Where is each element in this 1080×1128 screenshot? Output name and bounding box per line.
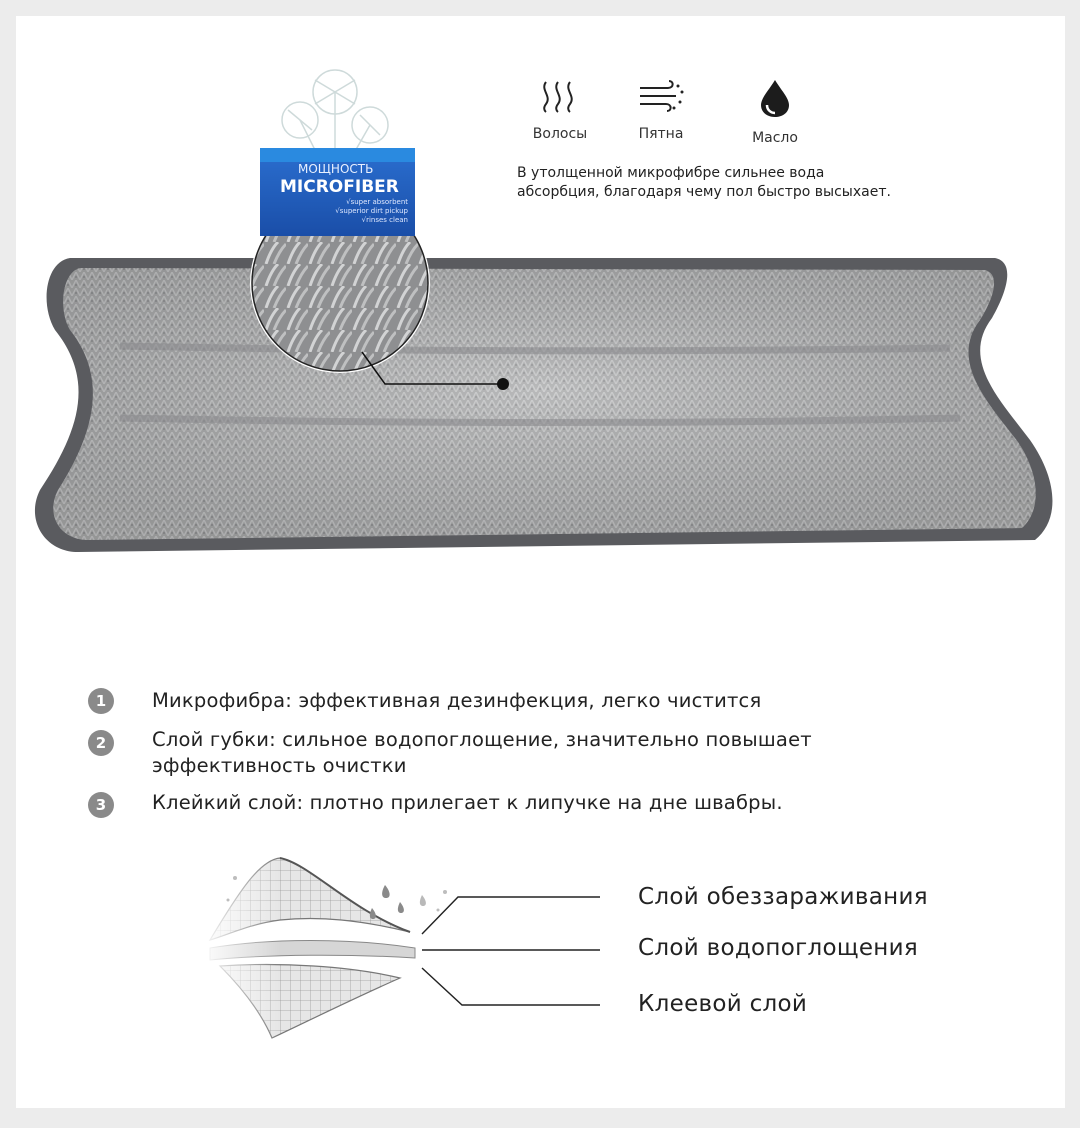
benefit-number-1: 1 bbox=[88, 688, 114, 714]
badge-line-1: √super absorbent bbox=[346, 198, 408, 206]
benefit-number-2: 2 bbox=[88, 730, 114, 756]
feature-stains-label: Пятна bbox=[638, 126, 684, 142]
badge-title-main: MICROFIBER bbox=[280, 177, 399, 197]
leader-line-disinfection bbox=[422, 897, 600, 934]
description-line-1: В утолщенной микрофибре сильнее вода bbox=[517, 165, 825, 181]
feature-hair-label: Волосы bbox=[532, 126, 588, 142]
oil-drop-icon bbox=[757, 78, 793, 118]
microfiber-badge bbox=[260, 148, 415, 236]
feature-hair bbox=[515, 78, 605, 142]
zoom-pointer-dot bbox=[497, 378, 509, 390]
benefit-text-2: Слой губки: сильное водопоглощение, значительно повышает эффективность очистки bbox=[152, 728, 812, 777]
feature-oil bbox=[730, 78, 820, 146]
layer-label-absorption: Слой водопоглощения bbox=[638, 935, 918, 961]
benefit-text-1: Микрофибра: эффективная дезинфекция, легко чистится bbox=[152, 689, 762, 712]
flower-decoration bbox=[282, 70, 388, 160]
badge-line-2: √superior dirt pickup bbox=[335, 207, 408, 215]
badge-title-top: МОЩНОСТЬ bbox=[298, 162, 374, 176]
benefit-item-2 bbox=[88, 727, 888, 783]
feature-stains bbox=[616, 78, 706, 142]
layer-diagram bbox=[200, 850, 620, 1050]
benefit-item-1 bbox=[88, 688, 888, 718]
hair-waves-icon bbox=[538, 78, 582, 114]
benefit-item-3 bbox=[88, 790, 888, 820]
feature-oil-label: Масло bbox=[752, 130, 798, 146]
leader-line-adhesive bbox=[422, 968, 600, 1005]
benefit-text-3: Клейкий слой: плотно прилегает к липучке на дне швабры. bbox=[152, 791, 783, 814]
layer-label-adhesive: Клеевой слой bbox=[638, 991, 808, 1017]
description-line-2: абсорбция, благодаря чему пол быстро высыхает. bbox=[517, 184, 891, 200]
layer-label-disinfection: Слой обеззараживания bbox=[638, 884, 928, 910]
absorption-description bbox=[517, 164, 977, 202]
badge-line-3: √rinses clean bbox=[361, 216, 408, 224]
dust-wind-icon bbox=[636, 78, 686, 114]
benefit-number-3: 3 bbox=[88, 792, 114, 818]
